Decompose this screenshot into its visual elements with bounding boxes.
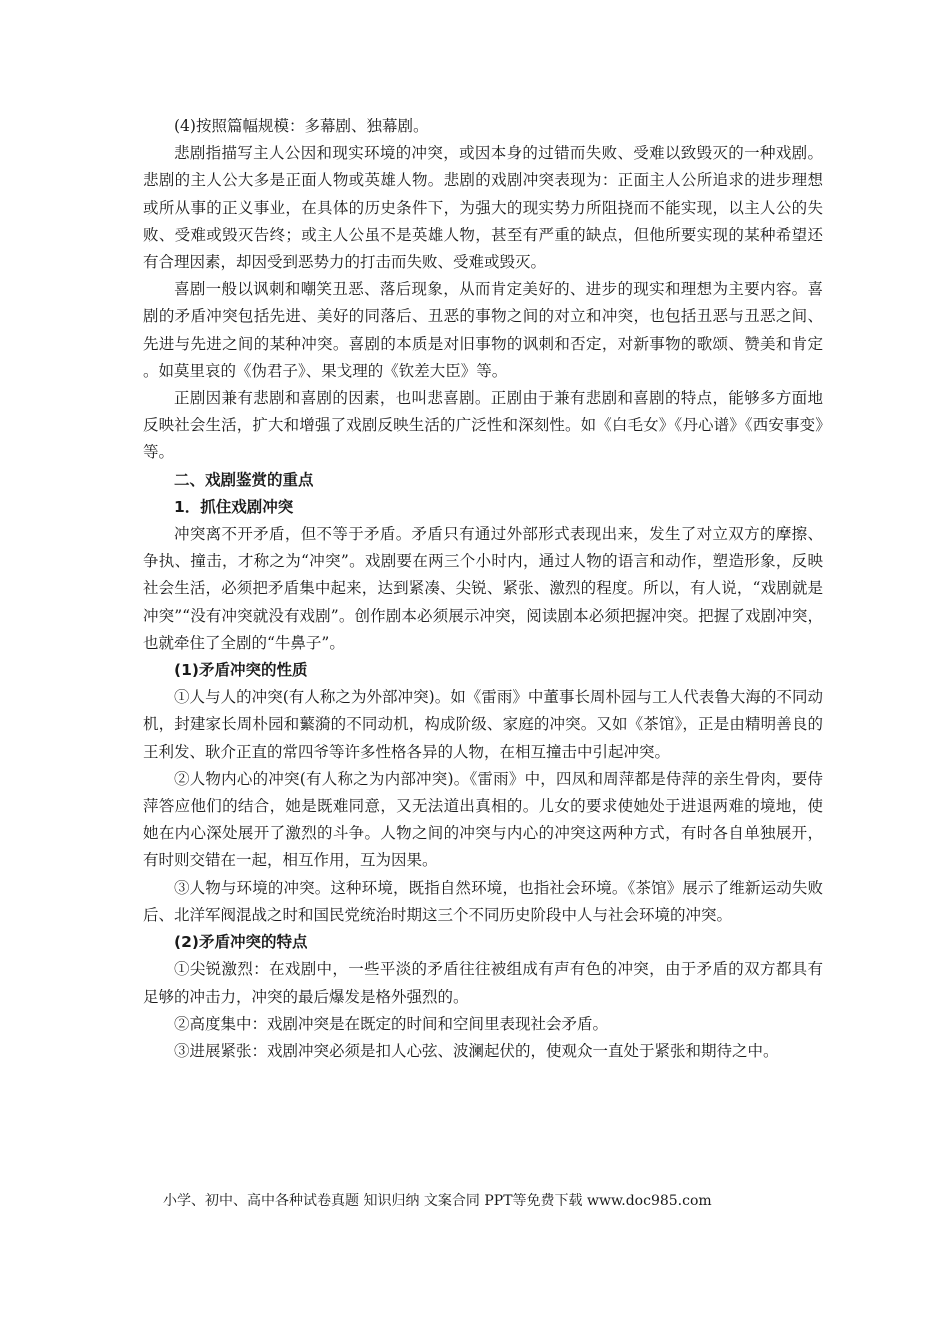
subsection-1-heading: 1．抓住戏剧冲突 (174, 497, 294, 516)
nature-heading: (1)矛盾冲突的性质 (174, 661, 308, 680)
footer-advert: 小学、初中、高中各种试卷真题 知识归纳 文案合同 PPT等免费下载 www.doc985.com (163, 1193, 712, 1209)
comedy-paragraph: 喜剧一般以讽刺和嘲笑丑恶、落后现象，从而肯定美好的、进步的现实和理想为主要内容。喜剧的矛盾冲突包括先进、美好的同落后、丑恶的事物之间的对立和冲突，也包括丑恶与丑恶之间、先进与先进之间的某种冲突。喜剧的本质是对旧事物的讽刺和否定，对新事物的歌颂、赞美和肯定。如莫里哀的《伪君子》、果戈理的《钦差大臣》等。 (143, 280, 823, 380)
drama-paragraph: 正剧因兼有悲剧和喜剧的因素，也叫悲喜剧。正剧由于兼有悲剧和喜剧的特点，能够多方面地反映社会生活，扩大和增强了戏剧反映生活的广泛性和深刻性。如《白毛女》《丹心谱》《西安事变》等。 (143, 389, 823, 462)
nature-item-2: ②人物内心的冲突(有人称之为内部冲突)。《雷雨》中，四凤和周萍都是侍萍的亲生骨肉，要侍萍答应他们的结合，她是既难同意，又无法道出真相的。儿女的要求使她处于进退两难的境地，使她在内心深处展开了激烈的斗争。人物之间的冲突与内心的冲突这两种方式，有时各自单独展开，有时则交错在一起，相互作用，互为因果。 (143, 769, 823, 870)
feature-item-3: ③进展紧张：戏剧冲突必须是扣人心弦、波澜起伏的，使观众一直处于紧张和期待之中。 (174, 1041, 779, 1060)
nature-item-3: ③人物与环境的冲突。这种环境，既指自然环境，也指社会环境。《茶馆》展示了维新运动失败后、北洋军阀混战之时和国民党统治时期这三个不同历史阶段中人与社会环境的冲突。 (143, 878, 823, 924)
feature-item-1: ①尖锐激烈：在戏剧中，一些平淡的矛盾往往被组成有声有色的冲突，由于矛盾的双方都具有足够的冲击力，冲突的最后爆发是格外强烈的。 (143, 960, 823, 1006)
tragedy-paragraph: 悲剧指描写主人公因和现实环境的冲突，或因本身的过错而失败、受难以致毁灭的一种戏剧。悲剧的主人公大多是正面人物或英雄人物。悲剧的戏剧冲突表现为：正面主人公所追求的进步理想或所从事的正义事业，在具体的历史条件下，为强大的现实势力所阻挠而不能实现，以主人公的失败、受难或毁灭告终；或主人公虽不是英雄人物，甚至有严重的缺点，但他所要实现的某种希望还有合理因素，却因受到恶势力的打击而失败、受难或毁灭。 (143, 144, 823, 272)
feature-item-2: ②高度集中：戏剧冲突是在既定的时间和空间里表现社会矛盾。 (174, 1014, 609, 1033)
section-2-heading: 二、戏剧鉴赏的重点 (174, 470, 314, 489)
item-4-scale: (4)按照篇幅规模：多幕剧、独幕剧。 (174, 117, 429, 135)
features-heading: (2)矛盾冲突的特点 (174, 933, 308, 952)
nature-item-1: ①人与人的冲突(有人称之为外部冲突)。如《雷雨》中董事长周朴园与工人代表鲁大海的不同动机，封建家长周朴园和蘩漪的不同动机，构成阶级、家庭的冲突。又如《茶馆》，正是由精明善良的王利发、耿介正直的常四爷等许多性格各异的人物，在相互撞击中引起冲突。 (143, 688, 823, 761)
document-body (143, 113, 823, 1065)
conflict-intro-paragraph: 冲突离不开矛盾，但不等于矛盾。矛盾只有通过外部形式表现出来，发生了对立双方的摩擦、争执、撞击，才称之为“冲突”。戏剧要在两三个小时内，通过人物的语言和动作，塑造形象，反映社会生活，必须把矛盾集中起来，达到紧凑、尖锐、紧张、激烈的程度。所以，有人说，“戏剧就是冲突”“没有冲突就没有戏剧”。创作剧本必须展示冲突，阅读剧本必须把握冲突。把握了戏剧冲突，也就牵住了全剧的“牛鼻子”。 (143, 525, 823, 652)
